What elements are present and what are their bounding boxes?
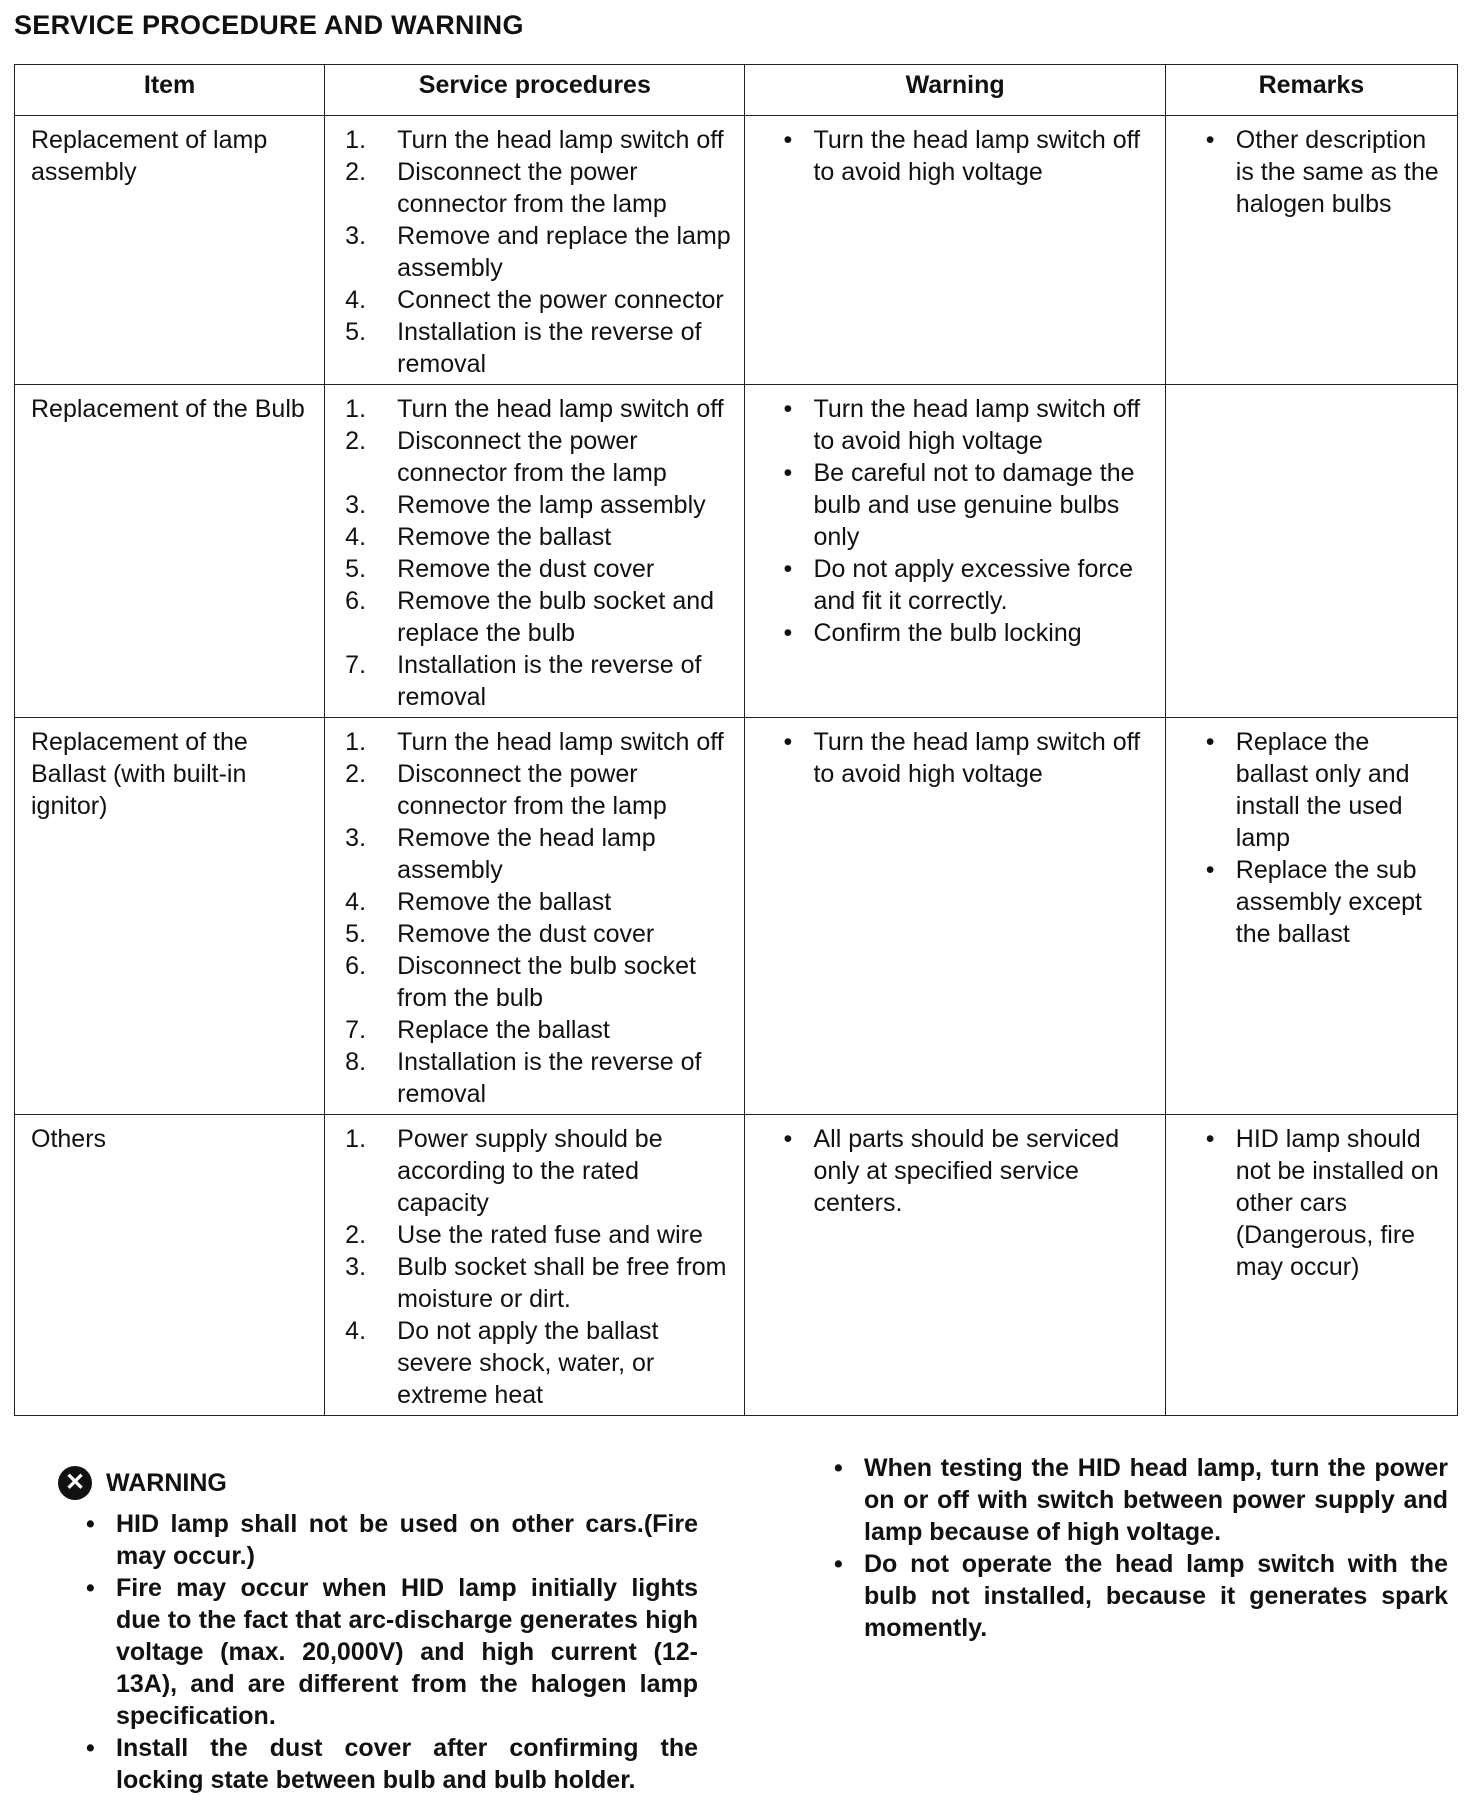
remarks-cell: [1165, 116, 1457, 385]
procedure-list: [337, 124, 734, 380]
remark-item: [1206, 854, 1447, 950]
step-number: 5.: [345, 318, 367, 346]
bullet-icon: •: [783, 619, 793, 647]
step-number: 4.: [345, 888, 367, 916]
step-text: Remove the dust cover: [397, 555, 655, 583]
procedure-step: [337, 1123, 734, 1219]
bullet-icon: •: [834, 1550, 843, 1578]
warning-note: [834, 1452, 1448, 1548]
warning-cell: [745, 1115, 1165, 1416]
remark-text: Replace the ballast only and install the used lamp: [1235, 728, 1410, 852]
step-number: 1.: [345, 728, 367, 756]
bullet-icon: •: [1205, 1125, 1215, 1153]
step-number: 4.: [345, 1317, 367, 1345]
step-text: Turn the head lamp switch off: [397, 395, 724, 423]
step-number: 6.: [345, 952, 367, 980]
warning-list: [757, 1123, 1154, 1219]
procedure-step: [337, 886, 734, 918]
step-number: 3.: [345, 1253, 367, 1281]
step-number: 2.: [345, 1221, 367, 1249]
step-number: 7.: [345, 651, 367, 679]
procedure-step: [337, 950, 734, 1014]
warning-text: All parts should be serviced only at specified service centers.: [813, 1125, 1120, 1217]
x-circle-icon: ✕: [58, 1466, 92, 1500]
bullet-icon: •: [783, 555, 793, 583]
procedure-step: [337, 1251, 734, 1315]
step-number: 3.: [345, 824, 367, 852]
step-number: 1.: [345, 126, 367, 154]
remarks-list: [1178, 726, 1447, 950]
procedure-list: [337, 726, 734, 1110]
warning-note-text: When testing the HID head lamp, turn the power on or off with switch between power supply and lamp because of high voltage.: [864, 1454, 1448, 1546]
bullet-icon: •: [86, 1510, 95, 1538]
warning-list: [757, 726, 1154, 790]
bullet-icon: •: [783, 728, 793, 756]
procedure-step: [337, 156, 734, 220]
warning-item: [783, 617, 1154, 649]
step-text: Remove the lamp assembly: [397, 491, 706, 519]
warning-list: [757, 393, 1154, 649]
warning-text: Be careful not to damage the bulb and use genuine bulbs only: [813, 459, 1135, 551]
step-text: Remove the head lamp assembly: [397, 824, 656, 884]
warning-cell: [745, 718, 1165, 1115]
warning-note-text: Do not operate the head lamp switch with the bulb not installed, because it generates spark momently.: [864, 1550, 1448, 1642]
table-header-row: [15, 65, 1458, 116]
procedure-step: [337, 822, 734, 886]
step-text: Installation is the reverse of removal: [397, 318, 702, 378]
warning-right-list: [834, 1452, 1448, 1644]
step-text: Disconnect the power connector from the lamp: [397, 158, 667, 218]
warning-note: [86, 1508, 698, 1572]
item-label: Replacement of the Ballast (with built-in ignitor): [31, 728, 248, 820]
step-number: 3.: [345, 222, 367, 250]
remark-item: [1206, 726, 1447, 854]
step-text: Installation is the reverse of removal: [397, 651, 702, 711]
procedures-cell: [325, 718, 745, 1115]
step-number: 4.: [345, 523, 367, 551]
step-number: 5.: [345, 555, 367, 583]
bullet-icon: •: [86, 1574, 95, 1602]
item-cell: [15, 116, 325, 385]
warning-text: Turn the head lamp switch off to avoid high voltage: [813, 395, 1141, 455]
warning-text: Confirm the bulb locking: [813, 619, 1082, 647]
table-row: [15, 116, 1458, 385]
remarks-cell: [1165, 1115, 1457, 1416]
warning-left-column: [58, 1508, 698, 1796]
procedure-step: [337, 1315, 734, 1411]
procedure-step: [337, 649, 734, 713]
header-service-procedures: Service procedures: [325, 65, 745, 116]
service-table: [14, 64, 1458, 1416]
item-cell: [15, 385, 325, 718]
step-text: Turn the head lamp switch off: [397, 728, 724, 756]
warning-right-column: [834, 1452, 1448, 1644]
procedure-step: [337, 220, 734, 284]
procedure-step: [337, 425, 734, 489]
remark-item: [1206, 1123, 1447, 1283]
procedures-cell: [325, 385, 745, 718]
remarks-list: [1178, 1123, 1447, 1283]
procedure-list: [337, 1123, 734, 1411]
procedure-step: [337, 393, 734, 425]
warning-note-text: HID lamp shall not be used on other cars.(Fire may occur.): [116, 1510, 698, 1570]
remark-text: Other description is the same as the halogen bulbs: [1235, 126, 1439, 218]
step-text: Disconnect the power connector from the lamp: [397, 760, 667, 820]
bullet-icon: •: [783, 459, 793, 487]
warning-item: [783, 124, 1154, 188]
warning-note: [86, 1732, 698, 1796]
procedure-step: [337, 1014, 734, 1046]
step-number: 2.: [345, 427, 367, 455]
warning-section: [58, 1466, 698, 1796]
warning-cell: [745, 116, 1165, 385]
procedure-list: [337, 393, 734, 713]
step-number: 7.: [345, 1016, 367, 1044]
warning-item: [783, 393, 1154, 457]
warning-note-text: Fire may occur when HID lamp initially lights due to the fact that arc-discharge generates high voltage (max. 20,000V) and high current (12-13A), and are different from the halogen lamp specification.: [116, 1574, 698, 1730]
step-text: Disconnect the bulb socket from the bulb: [397, 952, 696, 1012]
step-text: Bulb socket shall be free from moisture or dirt.: [397, 1253, 727, 1313]
remarks-cell: [1165, 385, 1457, 718]
step-number: 2.: [345, 158, 367, 186]
remarks-list: [1178, 124, 1447, 220]
table-row: [15, 718, 1458, 1115]
procedure-step: [337, 585, 734, 649]
procedure-step: [337, 553, 734, 585]
bullet-icon: •: [783, 1125, 793, 1153]
procedure-step: [337, 1046, 734, 1110]
item-cell: [15, 1115, 325, 1416]
procedure-step: [337, 726, 734, 758]
warning-heading: [58, 1466, 698, 1500]
table-row: [15, 1115, 1458, 1416]
procedure-step: [337, 316, 734, 380]
procedure-step: [337, 1219, 734, 1251]
warning-heading-label: WARNING: [106, 1468, 227, 1497]
page-title: SERVICE PROCEDURE AND WARNING: [14, 10, 524, 40]
procedure-step: [337, 521, 734, 553]
bullet-icon: •: [1205, 126, 1215, 154]
step-text: Remove the ballast: [397, 888, 612, 916]
step-text: Remove the ballast: [397, 523, 612, 551]
step-text: Remove the bulb socket and replace the bulb: [397, 587, 715, 647]
step-number: 8.: [345, 1048, 367, 1076]
remarks-cell: [1165, 718, 1457, 1115]
step-text: Installation is the reverse of removal: [397, 1048, 702, 1108]
item-cell: [15, 718, 325, 1115]
table-row: [15, 385, 1458, 718]
header-item: Item: [15, 65, 325, 116]
step-number: 5.: [345, 920, 367, 948]
bullet-icon: •: [834, 1454, 843, 1482]
header-remarks: Remarks: [1165, 65, 1457, 116]
warning-cell: [745, 385, 1165, 718]
item-label: Replacement of lamp assembly: [31, 126, 268, 186]
warning-note-text: Install the dust cover after confirming the locking state between bulb and bulb holder.: [116, 1734, 698, 1794]
warning-item: [783, 553, 1154, 617]
procedures-cell: [325, 116, 745, 385]
step-number: 2.: [345, 760, 367, 788]
bullet-icon: •: [783, 126, 793, 154]
step-text: Power supply should be according to the rated capacity: [397, 1125, 663, 1217]
step-text: Remove the dust cover: [397, 920, 655, 948]
step-number: 1.: [345, 1125, 367, 1153]
procedure-step: [337, 758, 734, 822]
procedure-step: [337, 284, 734, 316]
step-text: Do not apply the ballast severe shock, water, or extreme heat: [397, 1317, 659, 1409]
step-number: 3.: [345, 491, 367, 519]
step-text: Connect the power connector: [397, 286, 724, 314]
procedure-step: [337, 918, 734, 950]
bullet-icon: •: [86, 1734, 95, 1762]
warning-item: [783, 726, 1154, 790]
warning-note: [86, 1572, 698, 1732]
warning-text: Turn the head lamp switch off to avoid high voltage: [813, 126, 1141, 186]
step-text: Remove and replace the lamp assembly: [397, 222, 731, 282]
item-label: Others: [31, 1125, 107, 1153]
step-text: Replace the ballast: [397, 1016, 610, 1044]
warning-list: [757, 124, 1154, 188]
item-label: Replacement of the Bulb: [31, 395, 305, 423]
step-number: 6.: [345, 587, 367, 615]
bullet-icon: •: [1205, 728, 1215, 756]
warning-text: Do not apply excessive force and fit it correctly.: [813, 555, 1134, 615]
step-number: 4.: [345, 286, 367, 314]
procedures-cell: [325, 1115, 745, 1416]
warning-note: [834, 1548, 1448, 1644]
warning-item: [783, 457, 1154, 553]
header-warning: Warning: [745, 65, 1165, 116]
remark-text: Replace the sub assembly except the ballast: [1235, 856, 1422, 948]
bullet-icon: •: [1205, 856, 1215, 884]
warning-text: Turn the head lamp switch off to avoid high voltage: [813, 728, 1141, 788]
procedure-step: [337, 489, 734, 521]
step-text: Turn the head lamp switch off: [397, 126, 724, 154]
step-text: Disconnect the power connector from the lamp: [397, 427, 667, 487]
remark-text: HID lamp should not be installed on other cars (Dangerous, fire may occur): [1235, 1125, 1439, 1281]
warning-left-list: [86, 1508, 698, 1796]
bullet-icon: •: [783, 395, 793, 423]
step-number: 1.: [345, 395, 367, 423]
remark-item: [1206, 124, 1447, 220]
warning-item: [783, 1123, 1154, 1219]
step-text: Use the rated fuse and wire: [397, 1221, 703, 1249]
procedure-step: [337, 124, 734, 156]
